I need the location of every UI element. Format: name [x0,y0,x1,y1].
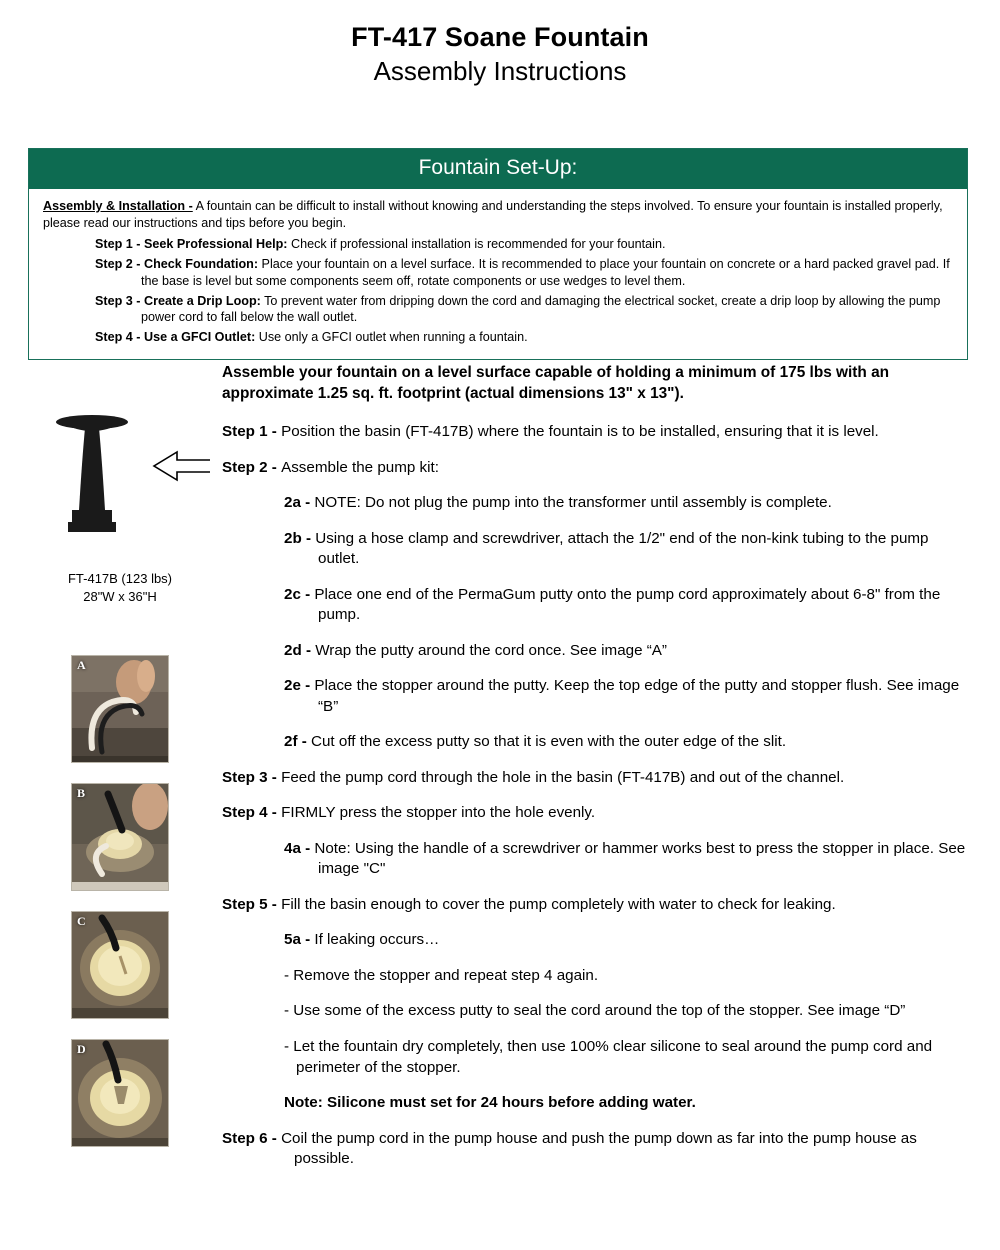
instruction-step-2d-text: Wrap the putty around the cord once. See image “A” [315,641,667,659]
fountain-figure-caption [30,570,210,605]
instruction-step-5 [222,895,970,916]
photo-b [71,783,169,891]
instruction-step-3-key: Step 3 - [222,768,282,786]
setup-step-2 [95,256,953,289]
setup-step-2-name: Check Foundation: [144,257,259,272]
instruction-step-2d [284,641,970,662]
instruction-step-5a-bullet-3-text: Let the fountain dry completely, then use 100% clear silicone to seal around the pump cord and perimeter of the stopper. [293,1037,933,1076]
fountain-caption-line1: FT-417B (123 lbs) [67,571,173,586]
setup-step-4-num: Step 4 - [95,330,144,345]
instruction-step-2c-key: 2c - [284,585,315,603]
setup-step-1-name: Seek Professional Help: [144,237,288,252]
photo-c [71,911,169,1019]
photo-c-image [72,912,168,1018]
setup-panel-header: Fountain Set-Up: [29,149,967,189]
instruction-step-1-text: Position the basin (FT-417B) where the fountain is to be installed, ensuring that it is level. [281,423,879,441]
instruction-step-2f-text: Cut off the excess putty so that it is even with the outer edge of the slit. [311,733,787,751]
instruction-step-2f-key: 2f - [284,733,312,751]
photo-b-image [72,784,168,890]
instruction-step-2a-key: 2a - [284,494,315,512]
document-title: FT-417 Soane Fountain [351,22,649,52]
fountain-figure [30,400,210,605]
instructions-column [222,362,970,1185]
pointer-arrow-icon [154,452,210,480]
instruction-step-5a-text: If leaking occurs… [314,931,440,949]
instruction-step-5-key: Step 5 - [222,895,282,913]
instruction-step-2-key: Step 2 - [222,458,282,476]
instruction-step-2c-text: Place one end of the PermaGum putty onto the pump cord approximately about 6-8" from the pump. [314,585,941,624]
silicone-note: Note: Silicone must set for 24 hours before adding water. [284,1094,696,1112]
setup-step-3-text: To prevent water from dripping down the cord and damaging the electrical socket, create a drip loop by allowing the pump power cord to fall below the wall outlet. [141,293,941,325]
setup-intro-text: A fountain can be difficult to install without knowing and understanding the steps involved. To ensure your fountain is installed properly, please read our instructions and tips before you begin. [43,199,943,230]
instruction-step-5a-bullet-1-key: - [284,966,294,984]
instruction-step-6-key: Step 6 - [222,1129,282,1147]
document-subtitle: Assembly Instructions [373,56,627,87]
fountain-caption-line2: 28"W x 36"H [83,588,157,604]
instruction-step-2b-text: Using a hose clamp and screwdriver, attach the 1/2" end of the non-kink tubing to the pump outlet. [315,529,929,568]
instruction-step-5a-bullet-3-key: - [284,1037,294,1055]
instruction-step-2b [284,529,970,570]
photo-a-label: A [77,658,86,673]
instruction-step-5a-bullet-2-key: - [284,1002,294,1020]
setup-step-4-text: Use only a GFCI outlet when running a fountain. [255,330,528,345]
instruction-step-1-key: Step 1 - [222,423,282,441]
instruction-step-2e-text: Place the stopper around the putty. Keep the top edge of the putty and stopper flush. See image “B” [314,677,960,715]
photo-d-label: D [77,1042,86,1057]
setup-step-1-text: Check if professional installation is recommended for your fountain. [287,237,666,252]
instruction-step-2c [284,585,970,626]
page-title [0,0,1000,87]
instruction-step-5a-key: 5a - [284,931,315,949]
setup-step-3-name: Create a Drip Loop: [144,293,261,308]
instruction-step-1 [222,422,970,443]
setup-step-4-name: Use a GFCI Outlet: [144,330,256,345]
instruction-step-6-text: Coil the pump cord in the pump house and push the pump down as far into the pump house as possible. [281,1129,917,1168]
instruction-step-5a-bullet-1 [284,966,970,987]
instruction-step-5-text: Fill the basin enough to cover the pump completely with water to check for leaking. [281,895,836,913]
instruction-step-4a-text: Note: Using the handle of a screwdriver or hammer works best to press the stopper in place. See image "C" [314,839,966,878]
left-image-column [30,400,210,1147]
photo-d [71,1039,169,1147]
instruction-step-2a [284,493,970,514]
instruction-step-4-key: Step 4 - [222,804,282,822]
instruction-step-2a-text: NOTE: Do not plug the pump into the transformer until assembly is complete. [314,494,832,512]
setup-panel-body [29,189,967,359]
photo-a [71,655,169,763]
photo-c-label: C [77,914,86,929]
instruction-step-2d-key: 2d - [284,641,316,659]
instruction-step-2f [284,732,970,753]
instruction-step-2-text: Assemble the pump kit: [281,458,439,476]
instruction-step-2e-key: 2e - [284,677,315,695]
photo-b-label: B [77,786,86,801]
setup-step-1 [95,236,953,253]
setup-step-4 [95,329,953,346]
setup-intro-lead: Assembly & Installation - [43,199,193,213]
instruction-step-3-text: Feed the pump cord through the hole in the basin (FT-417B) and out of the channel. [281,768,845,786]
instruction-step-2b-key: 2b - [284,529,316,547]
instruction-step-3 [222,768,970,789]
instruction-step-5a-bullet-3 [284,1037,970,1078]
setup-intro [43,198,953,231]
setup-step-3 [95,293,953,326]
setup-step-3-num: Step 3 - [95,293,144,308]
instruction-step-4-text: FIRMLY press the stopper into the hole evenly. [281,804,596,822]
setup-step-1-num: Step 1 - [95,237,144,252]
instruction-step-6 [222,1129,970,1170]
setup-step-2-num: Step 2 - [95,257,144,272]
instruction-step-4 [222,803,970,824]
instruction-step-2e [284,676,970,717]
instruction-step-5a-bullet-2 [284,1001,970,1022]
photo-a-image [72,656,168,762]
fountain-setup-panel [28,148,968,360]
photo-d-image [72,1040,168,1146]
instruction-step-4a-key: 4a - [284,839,315,857]
setup-step-2-text: Place your fountain on a level surface. It is recommended to place your fountain on concrete or a hard packed gravel pad. If the base is level but some components seem off, rotate components or use wedges to level them. [141,257,950,288]
fountain-silhouette-icon [30,400,210,560]
instruction-step-5a-bullet-1-text: Remove the stopper and repeat step 4 again. [293,966,599,984]
instruction-step-5a-bullet-2-text: Use some of the excess putty to seal the cord around the top of the stopper. See image “D” [293,1002,906,1020]
instruction-step-2 [222,458,970,479]
instructions-lead-note: Assemble your fountain on a level surface capable of holding a minimum of 175 lbs with an approximate 1.25 sq. ft. footprint (actual dimensions 13" x 13"). [222,364,890,403]
instruction-step-4a [284,839,970,880]
instruction-step-5a [284,930,970,951]
